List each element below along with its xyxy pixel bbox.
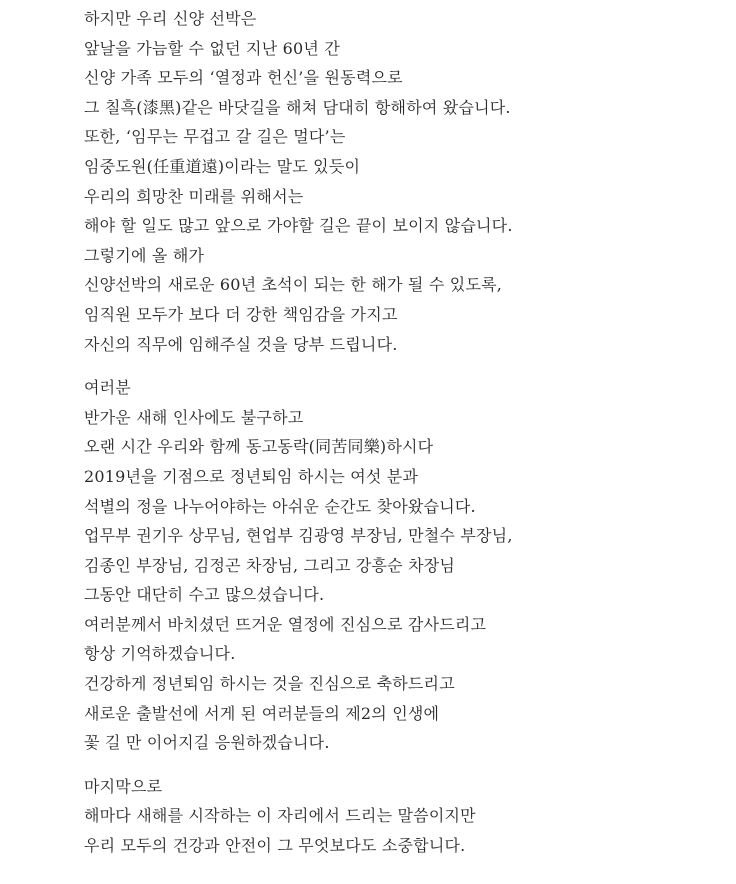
text-line: 해야 할 일도 많고 앞으로 가야할 길은 끝이 보이지 않습니다. — [84, 216, 513, 236]
text-line: 임중도원(任重道遠)이라는 말도 있듯이 — [84, 156, 361, 176]
text-line: 꽃 길 만 이어지길 응원하겠습니다. — [84, 733, 330, 753]
paragraph-spacer — [84, 359, 724, 373]
document-body — [84, 4, 724, 861]
text-line: 석별의 정을 나누어야하는 아쉬운 순간도 찾아왔습니다. — [84, 496, 476, 516]
text-line: 마지막으로 — [84, 776, 163, 796]
paragraph-spacer — [84, 758, 724, 772]
text-line: 우리의 희망찬 미래를 위해서는 — [84, 186, 304, 206]
text-line: 김종인 부장님, 김정곤 차장님, 그리고 강흥순 차장님 — [84, 555, 456, 575]
text-line: 또한, ‘임무는 무겁고 갈 길은 멀다’는 — [84, 127, 346, 147]
text-line: 하지만 우리 신양 선박은 — [84, 9, 257, 28]
text-line: 항상 기억하겠습니다. — [84, 644, 236, 664]
text-line: 여러분께서 바치셨던 뜨거운 열정에 진심으로 감사드리고 — [84, 614, 487, 634]
text-line: 신양 가족 모두의 ‘열정과 헌신’을 원동력으로 — [84, 68, 403, 88]
text-line: 그 칠흑(漆黑)같은 바닷길을 해쳐 담대히 항해하여 왔습니다. — [84, 97, 511, 117]
paragraph-closing — [84, 772, 724, 861]
paragraph-retirement — [84, 373, 724, 758]
text-line: 그동안 대단히 수고 많으셨습니다. — [84, 585, 325, 605]
text-line: 자신의 직무에 임해주실 것을 당부 드립니다. — [84, 334, 398, 354]
text-line: 우리 모두의 건강과 안전이 그 무엇보다도 소중합니다. — [84, 836, 466, 856]
text-line: 새로운 출발선에 서게 된 여러분들의 제2의 인생에 — [84, 703, 440, 723]
text-line: 신양선박의 새로운 60년 초석이 되는 한 해가 될 수 있도록, — [84, 275, 503, 295]
text-line: 업무부 권기우 상무님, 현업부 김광영 부장님, 만철수 부장님, — [84, 526, 513, 546]
text-line: 반가운 새해 인사에도 불구하고 — [84, 407, 304, 427]
text-line: 2019년을 기점으로 정년퇴임 하시는 여섯 분과 — [84, 466, 419, 486]
text-line: 오랜 시간 우리와 함께 동고동락(同苦同樂)하시다 — [84, 437, 434, 457]
text-line: 해마다 새해를 시작하는 이 자리에서 드리는 말씀이지만 — [84, 806, 476, 826]
text-line: 앞날을 가늠할 수 없던 지난 60년 간 — [84, 38, 341, 58]
text-line: 여러분 — [84, 378, 131, 398]
paragraph-vision — [84, 4, 724, 359]
text-line: 건강하게 정년퇴임 하시는 것을 진심으로 축하드리고 — [84, 674, 455, 694]
text-line: 그렇기에 올 해가 — [84, 245, 205, 265]
text-line: 임직원 모두가 보다 더 강한 책임감을 가지고 — [84, 304, 398, 324]
